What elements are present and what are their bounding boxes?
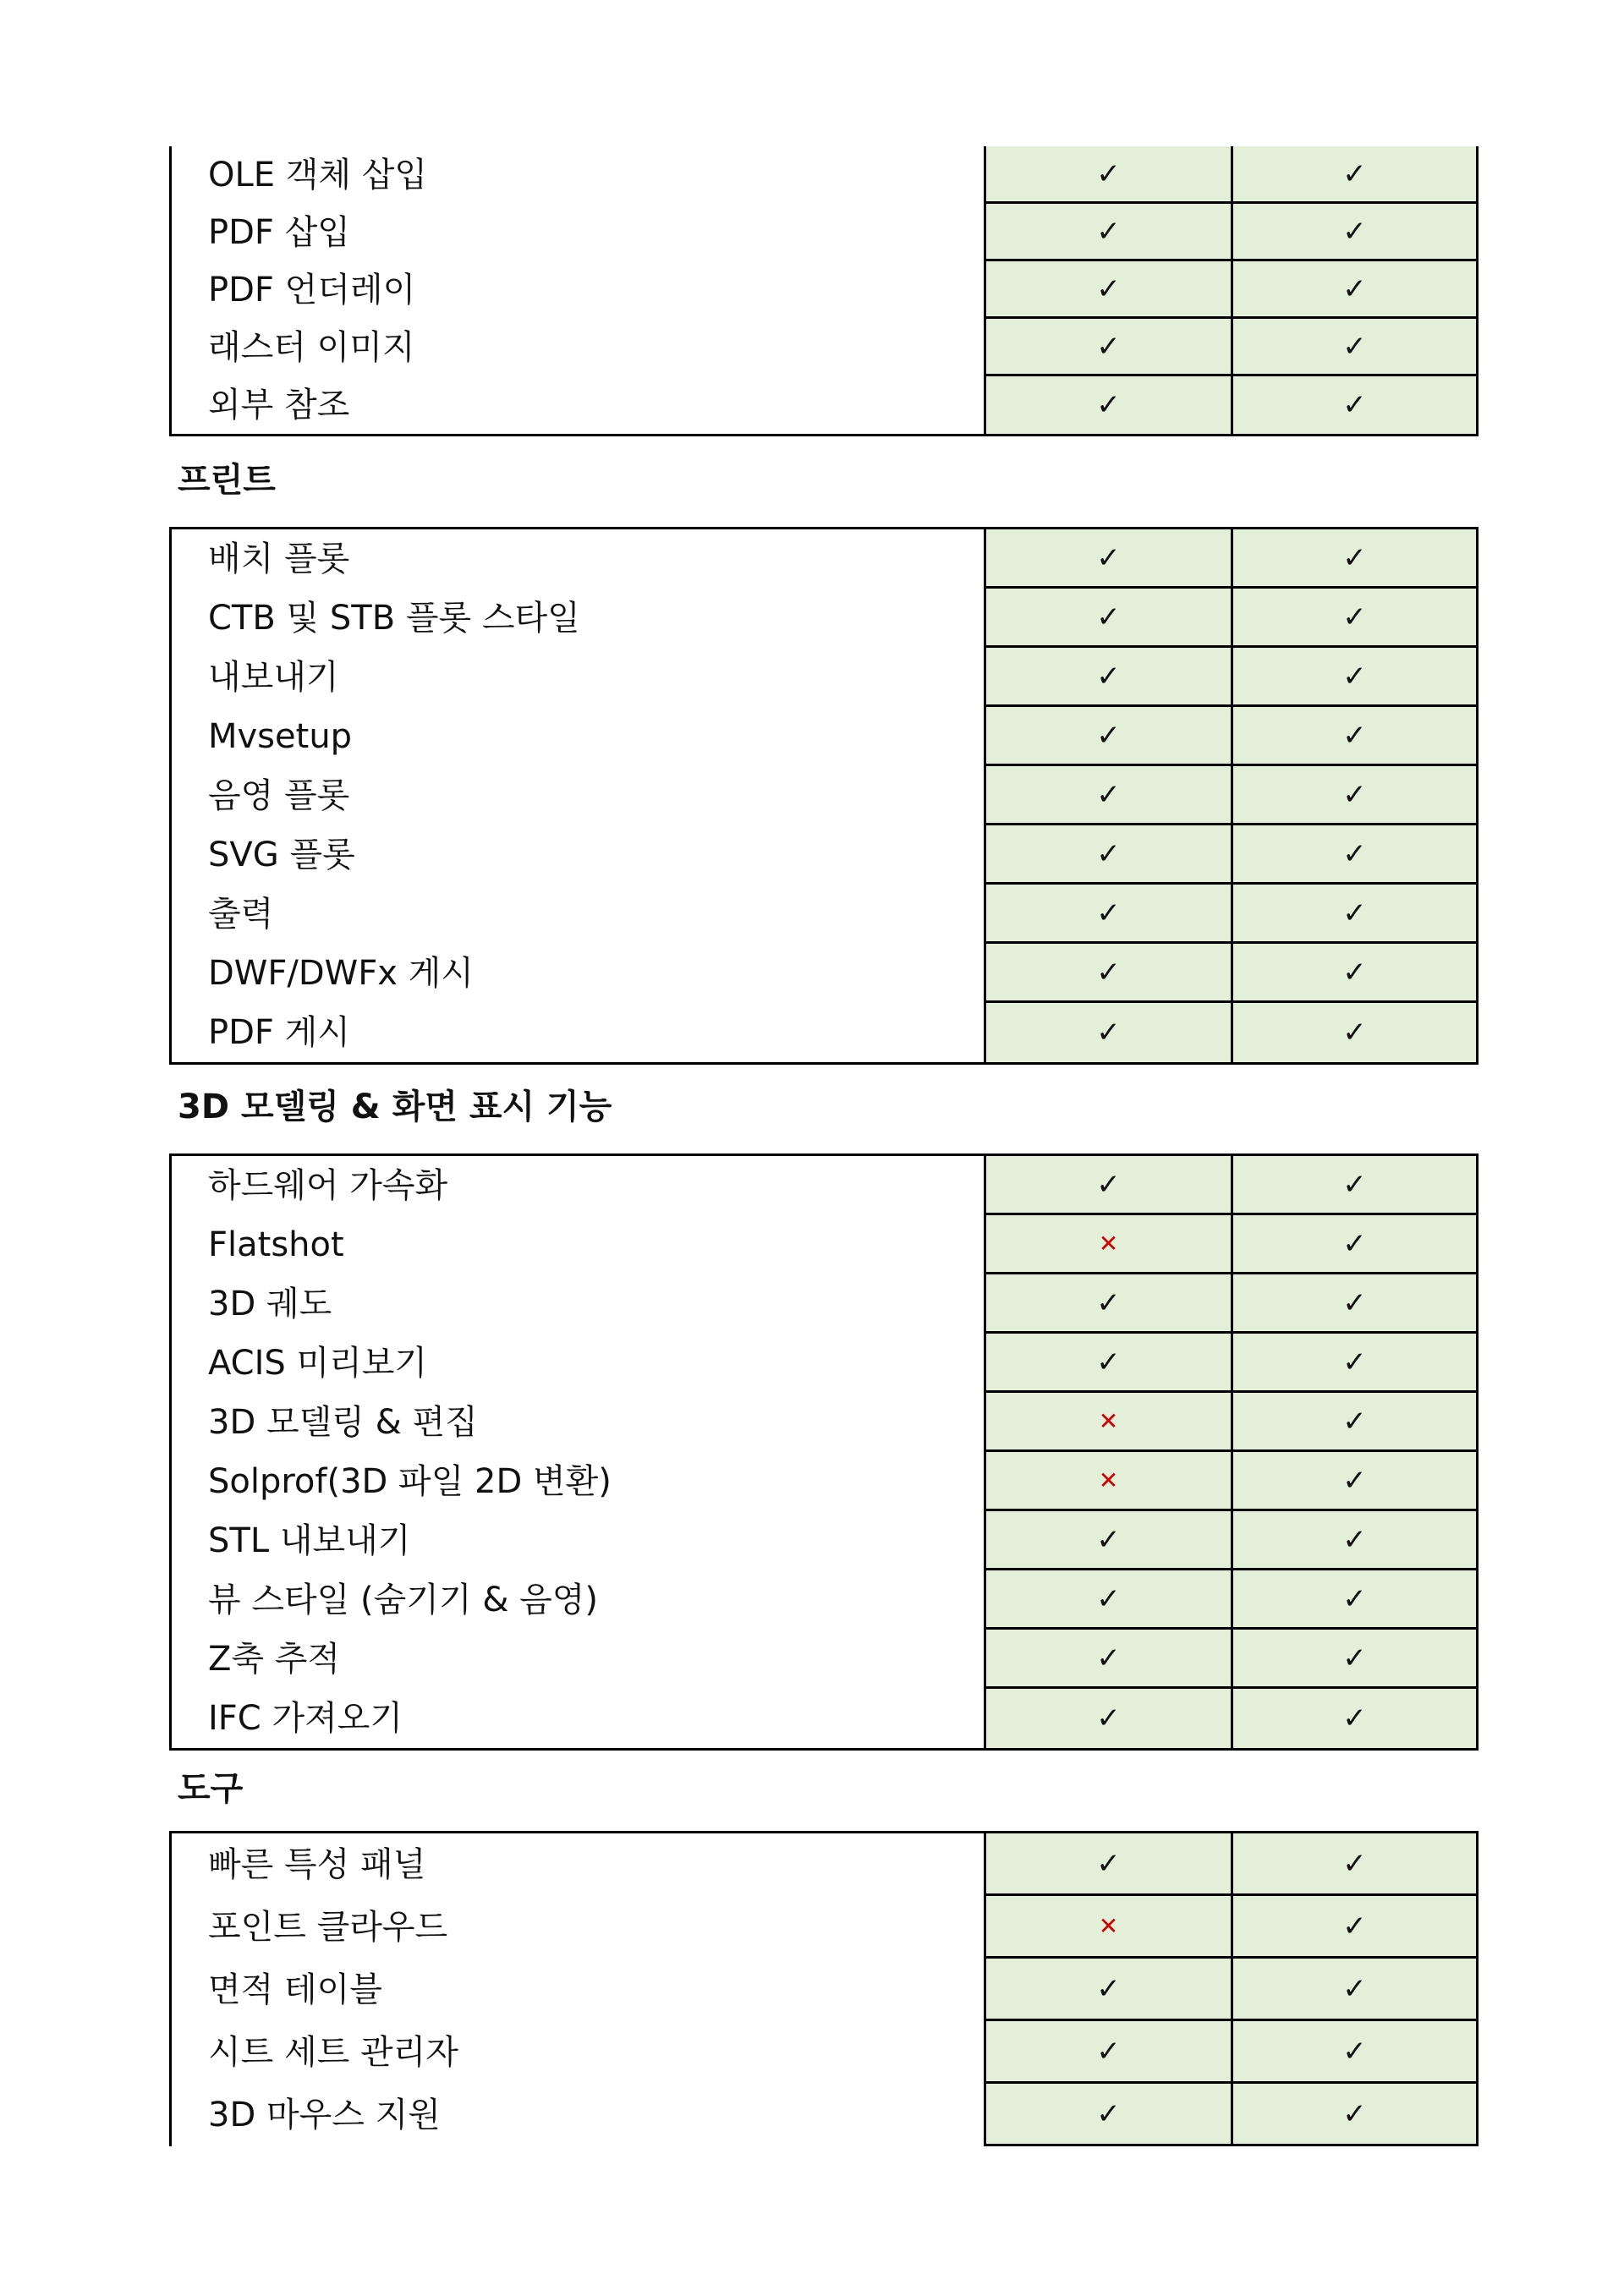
feature-name: 빠른 특성 패널 [208, 1845, 426, 1884]
support-cell-column-1 [984, 766, 1231, 825]
section-title-3d-modeling: 3D 모델링 & 화면 표시 기능 [178, 1088, 612, 1126]
feature-name: 시트 세트 관리자 [208, 2033, 458, 2072]
support-cell-column-2 [1231, 1833, 1476, 1896]
support-cell-column-1 [984, 2084, 1231, 2146]
table-row [172, 376, 1476, 434]
support-cell-column-1 [984, 1274, 1231, 1334]
check-icon: ✓ [1096, 1581, 1121, 1616]
table-row [172, 648, 1476, 707]
check-icon: ✓ [1342, 777, 1367, 812]
check-icon: ✓ [1342, 1285, 1367, 1320]
support-cell-column-2 [1231, 529, 1476, 589]
support-cell-column-1 [984, 1334, 1231, 1393]
table-row [172, 885, 1476, 944]
check-icon: ✓ [1342, 1463, 1367, 1498]
check-icon: ✓ [1096, 777, 1121, 812]
cross-icon: ✕ [1098, 1466, 1119, 1494]
feature-table-tools [169, 1831, 1479, 2146]
check-icon: ✓ [1096, 540, 1121, 575]
check-icon: ✓ [1096, 2096, 1121, 2131]
support-cell-column-1 [984, 944, 1231, 1003]
check-icon: ✓ [1342, 1345, 1367, 1379]
support-cell-column-2 [1231, 2084, 1476, 2146]
check-icon: ✓ [1342, 1909, 1367, 1943]
table-row [172, 1896, 1476, 1959]
check-icon: ✓ [1096, 214, 1121, 249]
check-icon: ✓ [1342, 659, 1367, 693]
feature-name: 래스터 이미지 [208, 328, 415, 367]
feature-name: 면적 테이블 [208, 1970, 382, 2009]
check-icon: ✓ [1096, 156, 1121, 191]
support-cell-column-2 [1231, 1896, 1476, 1959]
table-row [172, 1274, 1476, 1334]
table-row [172, 529, 1476, 589]
support-cell-column-1 [984, 261, 1231, 319]
table-row [172, 2021, 1476, 2084]
feature-name: CTB 및 STB 플롯 스타일 [208, 599, 580, 638]
feature-name: IFC 가져오기 [208, 1699, 403, 1738]
table-row [172, 707, 1476, 766]
support-cell-column-2 [1231, 1689, 1476, 1748]
support-cell-column-2 [1231, 319, 1476, 376]
support-cell-column-1 [984, 146, 1231, 204]
support-cell-column-2 [1231, 1570, 1476, 1630]
table-row [172, 1334, 1476, 1393]
check-icon: ✓ [1342, 955, 1367, 989]
check-icon: ✓ [1342, 1167, 1367, 1202]
feature-name: 3D 모델링 & 편집 [208, 1403, 478, 1442]
table-row [172, 766, 1476, 825]
support-cell-column-1 [984, 1689, 1231, 1748]
check-icon: ✓ [1096, 1345, 1121, 1379]
section-title-tools: 도구 [178, 1769, 244, 1808]
cross-icon: ✕ [1098, 1406, 1119, 1435]
table-row [172, 1689, 1476, 1748]
feature-table-3d-modeling [169, 1153, 1479, 1751]
table-row [172, 261, 1476, 319]
support-cell-column-2 [1231, 1274, 1476, 1334]
feature-name: PDF 언더레이 [208, 271, 416, 310]
check-icon: ✓ [1342, 388, 1367, 422]
feature-name: 배치 플롯 [208, 540, 350, 578]
support-cell-column-2 [1231, 1156, 1476, 1215]
support-cell-column-1 [984, 885, 1231, 944]
check-icon: ✓ [1342, 329, 1367, 364]
table-row [172, 1215, 1476, 1274]
support-cell-column-2 [1231, 1003, 1476, 1062]
check-icon: ✓ [1342, 214, 1367, 249]
table-row [172, 1511, 1476, 1570]
table-row [172, 146, 1476, 204]
feature-name: 3D 궤도 [208, 1285, 332, 1323]
support-cell-column-2 [1231, 1215, 1476, 1274]
support-cell-column-2 [1231, 1334, 1476, 1393]
support-cell-column-1 [984, 1511, 1231, 1570]
section-title-print: 프린트 [178, 461, 276, 500]
table-row [172, 1833, 1476, 1896]
support-cell-column-1 [984, 1630, 1231, 1689]
feature-name: Flatshot [208, 1225, 344, 1264]
table-row [172, 1452, 1476, 1511]
table-row [172, 589, 1476, 648]
feature-name: OLE 객체 삽입 [208, 156, 428, 195]
check-icon: ✓ [1096, 896, 1121, 930]
feature-name: PDF 삽입 [208, 213, 350, 252]
check-icon: ✓ [1342, 2034, 1367, 2069]
support-cell-column-1 [984, 648, 1231, 707]
support-cell-column-2 [1231, 825, 1476, 885]
support-cell-column-1 [984, 204, 1231, 261]
support-cell-column-1 [984, 1156, 1231, 1215]
support-cell-column-2 [1231, 589, 1476, 648]
check-icon: ✓ [1342, 2096, 1367, 2131]
support-cell-column-2 [1231, 204, 1476, 261]
support-cell-column-2 [1231, 648, 1476, 707]
support-cell-column-1 [984, 1003, 1231, 1062]
table-row [172, 1156, 1476, 1215]
check-icon: ✓ [1342, 156, 1367, 191]
feature-name: 출력 [208, 895, 274, 934]
feature-table-import [169, 146, 1479, 436]
feature-name: STL 내보내기 [208, 1521, 411, 1560]
check-icon: ✓ [1096, 955, 1121, 989]
support-cell-column-2 [1231, 1630, 1476, 1689]
feature-name: Z축 추적 [208, 1640, 341, 1679]
table-row [172, 1003, 1476, 1062]
support-cell-column-2 [1231, 1959, 1476, 2021]
support-cell-column-2 [1231, 1393, 1476, 1452]
check-icon: ✓ [1096, 600, 1121, 634]
table-row [172, 1570, 1476, 1630]
support-cell-column-1 [984, 1393, 1231, 1452]
support-cell-column-1 [984, 707, 1231, 766]
feature-name: PDF 게시 [208, 1013, 350, 1052]
support-cell-column-1 [984, 1896, 1231, 1959]
check-icon: ✓ [1342, 540, 1367, 575]
feature-name: ACIS 미리보기 [208, 1344, 428, 1383]
check-icon: ✓ [1342, 1581, 1367, 1616]
check-icon: ✓ [1342, 1404, 1367, 1438]
support-cell-column-1 [984, 2021, 1231, 2084]
feature-name: Mvsetup [208, 717, 353, 756]
check-icon: ✓ [1096, 1701, 1121, 1735]
support-cell-column-1 [984, 1570, 1231, 1630]
table-row [172, 1393, 1476, 1452]
check-icon: ✓ [1342, 271, 1367, 306]
check-icon: ✓ [1096, 1016, 1121, 1049]
cross-icon: ✕ [1098, 1911, 1119, 1940]
support-cell-column-1 [984, 319, 1231, 376]
feature-name: 뷰 스타일 (숨기기 & 음영) [208, 1581, 599, 1619]
check-icon: ✓ [1342, 600, 1367, 634]
check-icon: ✓ [1096, 1971, 1121, 2006]
check-icon: ✓ [1342, 836, 1367, 871]
check-icon: ✓ [1342, 1522, 1367, 1557]
table-row [172, 2084, 1476, 2146]
support-cell-column-2 [1231, 1452, 1476, 1511]
feature-name: SVG 플롯 [208, 836, 355, 874]
check-icon: ✓ [1342, 1846, 1367, 1881]
support-cell-column-1 [984, 825, 1231, 885]
check-icon: ✓ [1342, 1971, 1367, 2006]
check-icon: ✓ [1342, 1226, 1367, 1261]
feature-table-print [169, 527, 1479, 1065]
support-cell-column-1 [984, 529, 1231, 589]
check-icon: ✓ [1096, 718, 1121, 753]
feature-name: 3D 마우스 지원 [208, 2096, 441, 2134]
feature-name: 외부 참조 [208, 386, 350, 425]
table-row [172, 1630, 1476, 1689]
support-cell-column-1 [984, 376, 1231, 434]
check-icon: ✓ [1096, 1641, 1121, 1675]
feature-name: 음영 플롯 [208, 776, 350, 815]
table-row [172, 944, 1476, 1003]
check-icon: ✓ [1342, 1701, 1367, 1735]
feature-name: 하드웨어 가속화 [208, 1166, 448, 1205]
table-row [172, 825, 1476, 885]
check-icon: ✓ [1096, 1285, 1121, 1320]
feature-name: 내보내기 [208, 658, 339, 697]
check-icon: ✓ [1096, 271, 1121, 306]
check-icon: ✓ [1096, 1846, 1121, 1881]
support-cell-column-2 [1231, 376, 1476, 434]
support-cell-column-2 [1231, 885, 1476, 944]
support-cell-column-2 [1231, 261, 1476, 319]
feature-name: DWF/DWFx 게시 [208, 954, 474, 993]
table-row [172, 1959, 1476, 2021]
support-cell-column-1 [984, 1959, 1231, 2021]
table-row [172, 319, 1476, 376]
feature-name: Solprof(3D 파일 2D 변환) [208, 1462, 612, 1501]
check-icon: ✓ [1342, 1016, 1367, 1049]
support-cell-column-1 [984, 589, 1231, 648]
support-cell-column-2 [1231, 944, 1476, 1003]
support-cell-column-2 [1231, 146, 1476, 204]
check-icon: ✓ [1342, 896, 1367, 930]
check-icon: ✓ [1096, 329, 1121, 364]
support-cell-column-1 [984, 1452, 1231, 1511]
support-cell-column-1 [984, 1215, 1231, 1274]
check-icon: ✓ [1096, 659, 1121, 693]
check-icon: ✓ [1096, 836, 1121, 871]
check-icon: ✓ [1342, 1641, 1367, 1675]
support-cell-column-2 [1231, 2021, 1476, 2084]
cross-icon: ✕ [1098, 1229, 1119, 1258]
check-icon: ✓ [1096, 1167, 1121, 1202]
feature-name: 포인트 클라우드 [208, 1908, 448, 1947]
support-cell-column-2 [1231, 707, 1476, 766]
support-cell-column-2 [1231, 1511, 1476, 1570]
table-row [172, 204, 1476, 261]
check-icon: ✓ [1096, 388, 1121, 422]
support-cell-column-2 [1231, 766, 1476, 825]
check-icon: ✓ [1096, 2034, 1121, 2069]
support-cell-column-1 [984, 1833, 1231, 1896]
check-icon: ✓ [1342, 718, 1367, 753]
check-icon: ✓ [1096, 1522, 1121, 1557]
